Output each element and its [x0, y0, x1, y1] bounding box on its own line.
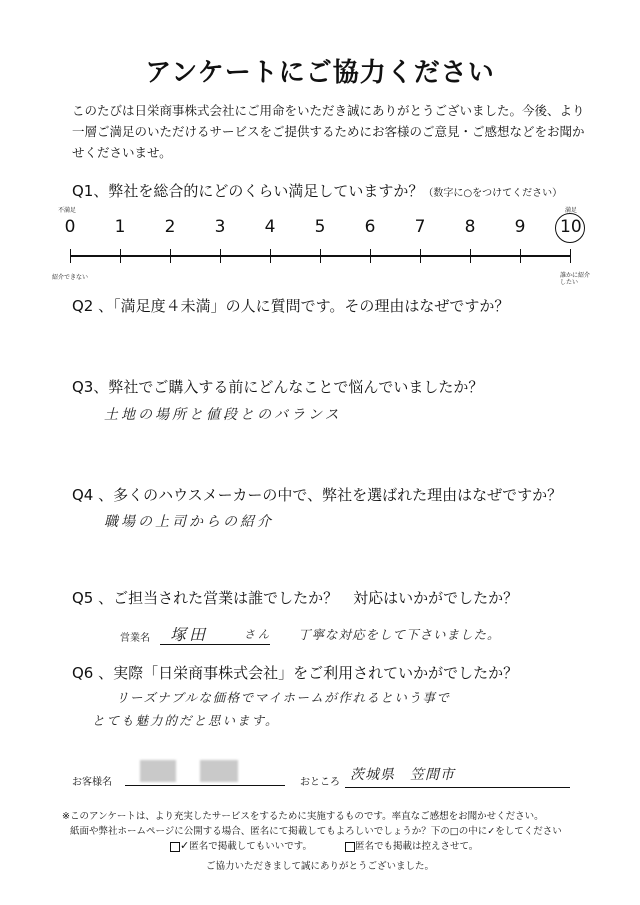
q1-high-label: 満足 [565, 207, 578, 214]
q4-question: Q4 、多くのハウスメーカーの中で、弊社を選ばれた理由はなぜですか？ [72, 486, 563, 504]
q6-question: Q6 、実際「日栄商事株式会社」をご利用されていかがでしたか？ [72, 664, 519, 682]
rating-option-7[interactable]: 7 [414, 217, 426, 237]
q1-high-sub: 誰かに紹介したい [560, 272, 591, 286]
selected-rating-circle[interactable] [555, 213, 585, 243]
page-title: アンケートにご協力ください [145, 58, 495, 88]
rating-option-10[interactable]: 10 [560, 217, 582, 237]
rating-option-1[interactable]: 1 [114, 217, 126, 237]
anonymous-decline-option[interactable] [345, 838, 478, 852]
customer-name-label: お客様名 [72, 777, 112, 788]
q3-question: Q3、弊社でご購入する前にどんなことで悩んでいましたか？ [72, 378, 484, 396]
rating-tick [70, 249, 71, 263]
rating-tick [220, 249, 221, 263]
q6-answer-line2[interactable]: とても魅力的だと思います。 [92, 713, 280, 728]
q4-answer[interactable]: 職場の上司からの紹介 [104, 514, 274, 530]
q3-answer[interactable]: 土地の場所と値段とのバランス [104, 407, 342, 423]
rating-tick [570, 249, 571, 263]
rating-tick [470, 249, 471, 263]
redacted-name-block [200, 760, 238, 782]
address-underline [345, 787, 570, 788]
footer-note-2: 紙面や弊社ホームページに公開する場合、匿名にて掲載してもよろしいでしょうか？下の□の中に✓をしてください [70, 826, 562, 837]
rating-tick [170, 249, 171, 263]
rating-option-3[interactable]: 3 [214, 217, 226, 237]
rating-tick [370, 249, 371, 263]
anonymous-ok-option[interactable] [170, 838, 312, 852]
q1-low-label: 不満足 [58, 207, 77, 214]
q1-low-sub: 紹介できない [52, 274, 89, 281]
rating-option-6[interactable]: 6 [364, 217, 376, 237]
anonymous-ok-checkbox[interactable] [170, 842, 180, 852]
checkmark-icon: ✓ [180, 839, 190, 852]
anonymous-ok-label: 匿名で掲載してもいいです。 [189, 841, 312, 852]
sales-honorific: さん [244, 628, 272, 641]
rating-option-2[interactable]: 2 [164, 217, 176, 237]
customer-name-underline [125, 785, 285, 786]
rating-option-4[interactable]: 4 [264, 217, 276, 237]
rating-tick [420, 249, 421, 263]
anonymous-decline-label: 匿名でも掲載は控えさせて。 [355, 841, 479, 852]
q1-hint: （数字に○をつけてください） [423, 188, 563, 199]
rating-option-0[interactable]: 0 [64, 217, 76, 237]
q2-question: Q2 、「満足度４未満」の人に質問です。その理由はなぜですか？ [72, 297, 510, 315]
rating-tick [120, 249, 121, 263]
thanks-message: ご協力いただきまして誠にありがとうございました。 [205, 861, 434, 872]
sales-name[interactable]: 塚田 [170, 625, 209, 644]
redacted-name-block [140, 760, 176, 782]
rating-option-9[interactable]: 9 [514, 217, 526, 237]
rating-tick [520, 249, 521, 263]
intro-text: このたびは日栄商事株式会社にご用命をいただき誠にありがとうございました。今後、より一層ご満足のいただけるサービスをご提供するためにお客様のご意見・ご感想などをお聞かせくださいませ。 [72, 103, 585, 160]
q6-answer-line1[interactable]: リーズナブルな価格でマイホームが作れるという事で [116, 690, 451, 705]
customer-address[interactable]: 茨城県 笠間市 [350, 767, 455, 783]
rating-tick [320, 249, 321, 263]
q1-question: Q1、弊社を総合的にどのくらい満足していますか？ [72, 182, 424, 200]
sales-name-underline [160, 644, 270, 645]
rating-option-5[interactable]: 5 [314, 217, 326, 237]
q5-response[interactable]: 丁寧な対応をして下さいました。 [298, 627, 501, 642]
anonymous-decline-checkbox[interactable] [345, 842, 355, 852]
q5-question: Q5 、ご担当された営業は誰でしたか？ 対応はいかがでしたか？ [72, 589, 519, 607]
rating-tick [270, 249, 271, 263]
address-label: おところ [300, 777, 340, 788]
footer-note-1: ※このアンケートは、より充実したサービスをするために実施するものです。率直なご感想をお聞かせください。 [62, 811, 544, 822]
rating-option-8[interactable]: 8 [464, 217, 476, 237]
sales-label: 営業名 [120, 633, 150, 644]
